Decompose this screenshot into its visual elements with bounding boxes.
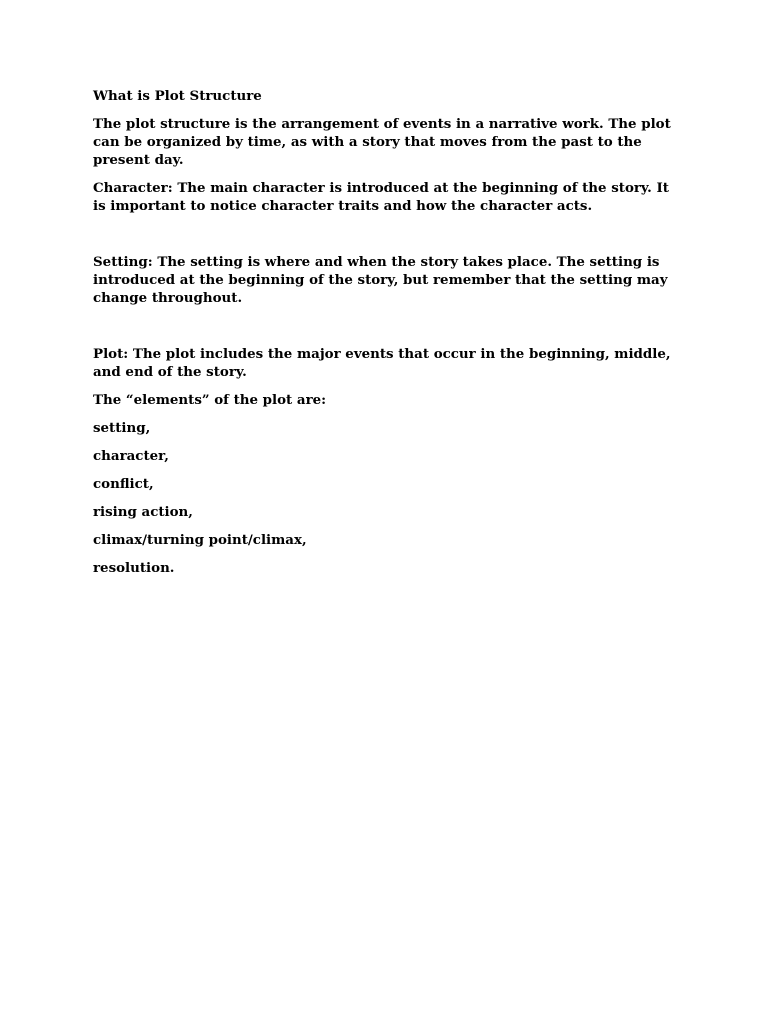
setting-paragraph: Setting: The setting is where and when the story takes place. The setting is introduced at the beginning of the story, but remember that the setting may change throughout. [93,254,668,306]
element-item-climax: climax/turning point/climax, [93,532,307,548]
document-title: What is Plot Structure [93,88,262,104]
element-item-character: character, [93,448,169,464]
intro-paragraph: The plot structure is the arrangement of events in a narrative work. The plot can be organized by time, as with a story that moves from the past to the present day. [93,116,671,168]
element-item-conflict: conflict, [93,476,154,492]
element-item-resolution: resolution. [93,560,175,576]
elements-intro: The “elements” of the plot are: [93,392,327,408]
document-body [93,87,683,587]
element-item-rising-action: rising action, [93,504,193,520]
character-paragraph: Character: The main character is introduced at the beginning of the story. It is important to notice character traits and how the character acts. [93,180,669,214]
plot-paragraph: Plot: The plot includes the major events that occur in the beginning, middle, and end of the story. [93,346,671,380]
element-item-setting: setting, [93,420,151,436]
